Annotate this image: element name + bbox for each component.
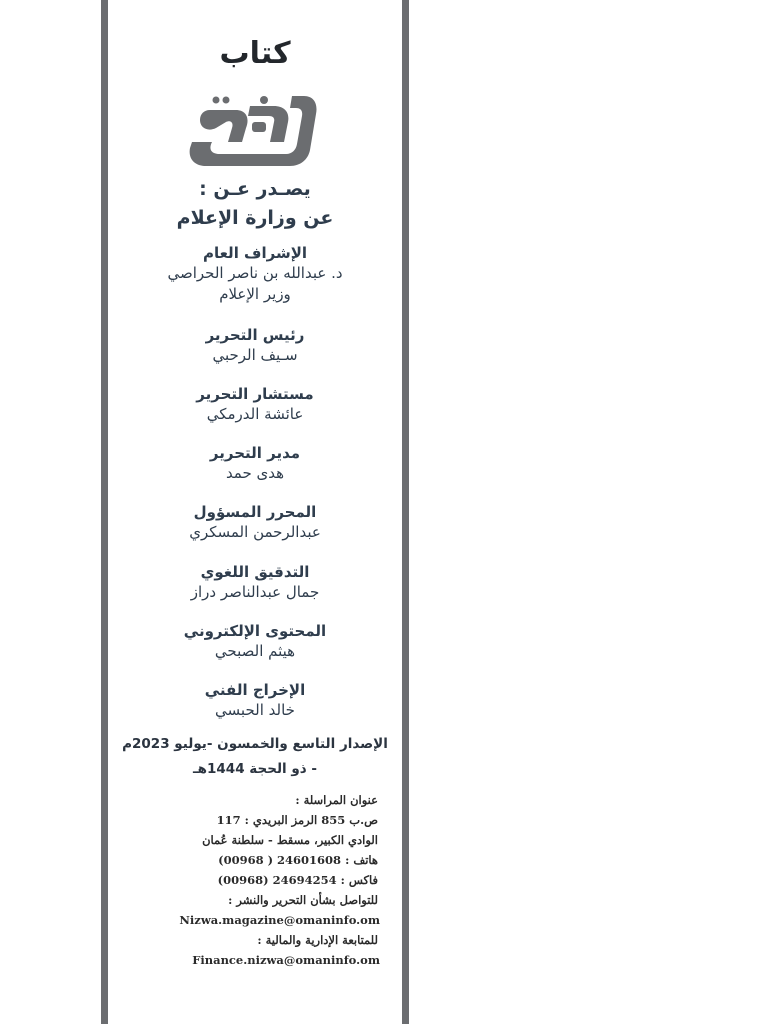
issue-info xyxy=(108,732,402,782)
staff-name: هدى حمد xyxy=(225,464,285,482)
staff-title: وزير الإعلام xyxy=(219,285,291,303)
staff-responsible-editor xyxy=(108,502,402,543)
staff-role: الإشراف العام xyxy=(202,244,308,262)
address-label: عنوان المراسلة : xyxy=(295,793,378,807)
right-column-rule xyxy=(402,0,409,1024)
contact-block xyxy=(108,790,402,970)
staff-name: سـيف الرحبي xyxy=(212,346,298,364)
publisher-block xyxy=(108,176,402,234)
staff-name: عائشة الدرمكي xyxy=(206,405,304,423)
masthead-column xyxy=(108,0,402,1024)
location: الوادي الكبير، مسقط - سلطنة عُمان xyxy=(202,833,378,847)
staff-art-direction xyxy=(108,680,402,721)
po-box: ص.ب 855 الرمز البريدي : 117 xyxy=(216,813,378,827)
staff-name: عبدالرحمن المسكري xyxy=(189,523,321,541)
staff-name: هيثم الصبحي xyxy=(214,642,296,660)
staff-supervision xyxy=(108,243,402,305)
left-column-rule xyxy=(101,0,108,1024)
staff-editor-in-chief xyxy=(108,325,402,366)
issue-number: الإصدار التاسع والخمسون -يوليو 2023م xyxy=(122,736,388,752)
phone-number: هاتف : 24601608 ( 00968) xyxy=(218,853,378,867)
staff-digital-content xyxy=(108,621,402,662)
staff-name: د. عبدالله بن ناصر الحراصي xyxy=(167,264,343,282)
staff-role: الإخراج الفني xyxy=(204,681,306,699)
staff-role: مدير التحرير xyxy=(209,444,301,462)
nizwa-logo xyxy=(186,92,320,168)
staff-name: خالد الحبسي xyxy=(215,701,295,719)
publisher-label: يصـدر عـن : xyxy=(199,178,311,200)
staff-role: المحتوى الإلكتروني xyxy=(183,622,327,640)
staff-role: رئيس التحرير xyxy=(205,326,305,344)
staff-editorial-advisor xyxy=(108,384,402,425)
publisher-name: عن وزارة الإعلام xyxy=(176,207,334,229)
editorial-contact-label: للتواصل بشأن التحرير والنشر : xyxy=(228,893,378,907)
staff-role: التدقيق اللغوي xyxy=(200,563,310,581)
editorial-email-link[interactable]: Nizwa.magazine@omaninfo.om xyxy=(179,913,380,927)
staff-name: جمال عبدالناصر دراز xyxy=(190,583,320,601)
finance-email-link[interactable]: Finance.nizwa@omaninfo.om xyxy=(192,953,380,967)
finance-contact-label: للمتابعة الإدارية والمالية : xyxy=(257,933,378,947)
staff-managing-editor xyxy=(108,443,402,484)
book-heading: كتاب xyxy=(219,36,291,71)
issue-hijri-date: - ذو الحجة 1444هـ xyxy=(193,761,317,777)
staff-role: مستشار التحرير xyxy=(196,385,314,403)
staff-proofreading xyxy=(108,562,402,603)
staff-role: المحرر المسؤول xyxy=(193,503,317,521)
fax-number: فاكس : 24694254 (00968) xyxy=(217,873,378,887)
